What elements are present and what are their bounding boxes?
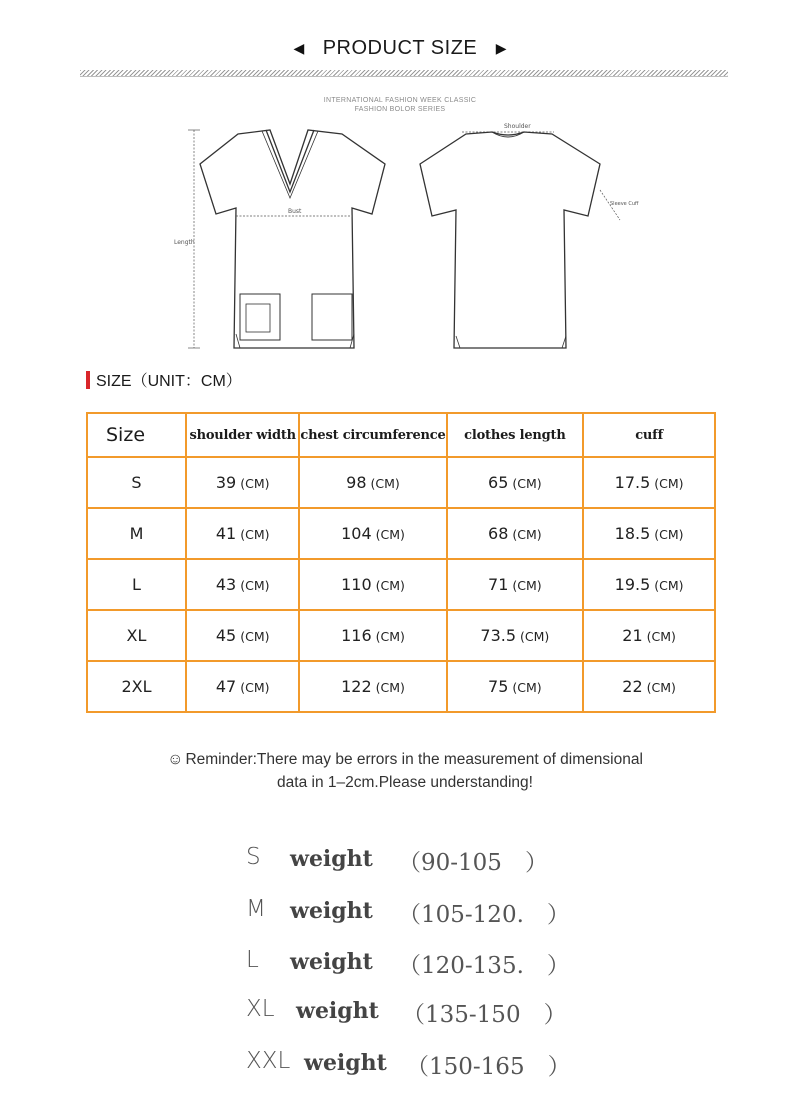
table-row: [87, 508, 715, 559]
measurement-cell: [186, 661, 299, 712]
table-row: [87, 559, 715, 610]
header-clothes-length: clothes length: [447, 413, 584, 457]
measurement-unit: (CM): [375, 680, 405, 695]
reminder-line-1: Reminder:There may be errors in the measurement of dimensional: [185, 751, 643, 768]
measurement-unit: (CM): [370, 476, 400, 491]
front-view: [200, 130, 385, 348]
measurement-cell: [583, 661, 715, 712]
measurement-unit: (CM): [240, 527, 270, 542]
smiley-icon: ☺: [167, 751, 184, 768]
measurement-cell: [186, 508, 299, 559]
measurement-cell: [299, 661, 446, 712]
measurement-cell: [186, 559, 299, 610]
measurement-value: 71: [488, 575, 509, 594]
header-divider: [80, 70, 728, 77]
weight-row: [246, 844, 566, 878]
header-chest-circumference: chest circumference: [299, 413, 446, 457]
arrow-left-icon: ◀: [293, 40, 305, 56]
size-cell: XL: [87, 610, 186, 661]
measurement-cell: [447, 457, 584, 508]
measurement-cell: [583, 457, 715, 508]
measurement-unit: (CM): [240, 476, 270, 491]
reminder-line-2: data in 1–2cm.Please understanding!: [277, 774, 533, 791]
size-cell: L: [87, 559, 186, 610]
size-cell: 2XL: [87, 661, 186, 712]
table-header-row: [87, 413, 715, 457]
weight-range: （150-165 ）: [406, 1054, 571, 1080]
measurement-cell: [447, 661, 584, 712]
weight-word: weight: [296, 998, 379, 1024]
measurement-cell: [299, 559, 446, 610]
measurement-value: 41: [215, 524, 237, 543]
measurement-unit: (CM): [375, 527, 405, 542]
length-label: Length: [174, 239, 195, 246]
measurement-value: 65: [488, 473, 509, 492]
measurement-unit: (CM): [375, 629, 405, 644]
measurement-value: 122: [341, 677, 372, 696]
measurement-value: 68: [488, 524, 509, 543]
size-section-heading: [86, 370, 242, 394]
table-row: [87, 610, 715, 661]
weight-range: （90-105 ）: [398, 850, 548, 876]
measurement-value: 18.5: [614, 524, 651, 543]
measurement-value: 45: [215, 626, 237, 645]
measurement-cell: [583, 508, 715, 559]
weight-word: weight: [290, 846, 373, 872]
measurement-value: 98: [346, 473, 367, 492]
sleeve-cuff-label: Sleeve Cuff: [610, 201, 639, 207]
weight-word: weight: [290, 898, 373, 924]
measurement-cell: [447, 559, 584, 610]
measurement-unit: (CM): [512, 476, 542, 491]
table-row: [87, 661, 715, 712]
header-size: Size: [87, 413, 186, 457]
measurement-value: 104: [341, 524, 372, 543]
measurement-value: 22: [622, 677, 643, 696]
garment-diagram-svg: [170, 112, 670, 368]
back-view: [420, 132, 600, 348]
weight-row: [246, 996, 566, 1030]
measurement-cell: [186, 610, 299, 661]
size-table: [86, 412, 716, 713]
size-section-title: SIZE（UNIT：CM）: [96, 373, 242, 390]
weight-word: weight: [290, 949, 373, 975]
measurement-cell: [583, 610, 715, 661]
measurement-value: 19.5: [614, 575, 651, 594]
measurement-value: 43: [215, 575, 237, 594]
brand-line-2: FASHION BOLOR SERIES: [354, 106, 446, 113]
measurement-cell: [447, 508, 584, 559]
weight-size: XXL: [246, 1048, 291, 1074]
header-cuff: cuff: [583, 413, 715, 457]
measurement-value: 17.5: [614, 473, 651, 492]
measurement-unit: (CM): [512, 578, 542, 593]
table-row: [87, 457, 715, 508]
measurement-unit: (CM): [654, 527, 684, 542]
weight-size: XL: [246, 996, 275, 1022]
page-header: [0, 30, 800, 66]
weight-word: weight: [304, 1050, 387, 1076]
weight-row: [246, 896, 570, 930]
header-shoulder-width: shoulder width: [186, 413, 299, 457]
measurement-cell: [299, 610, 446, 661]
size-cell: M: [87, 508, 186, 559]
accent-bar: [86, 371, 90, 389]
measurement-unit: (CM): [512, 680, 542, 695]
measurement-value: 75: [488, 677, 509, 696]
measurement-value: 21: [622, 626, 643, 645]
garment-diagram: [170, 112, 670, 368]
page-title: PRODUCT SIZE: [322, 37, 478, 59]
brand-line-1: INTERNATIONAL FASHION WEEK CLASSIC: [323, 97, 477, 104]
measurement-unit: (CM): [512, 527, 542, 542]
measurement-value: 110: [341, 575, 372, 594]
measurement-cell: [447, 610, 584, 661]
measurement-unit: (CM): [520, 629, 550, 644]
measurement-value: 116: [341, 626, 372, 645]
measurement-unit: (CM): [240, 680, 270, 695]
weight-size: M: [246, 896, 266, 922]
weight-range: （135-150 ）: [402, 1002, 567, 1028]
measurement-cell: [583, 559, 715, 610]
measurement-unit: (CM): [646, 680, 676, 695]
measurement-unit: (CM): [240, 578, 270, 593]
measurement-unit: (CM): [240, 629, 270, 644]
reminder-note: [100, 748, 710, 794]
measurement-cell: [186, 457, 299, 508]
arrow-right-icon: ▶: [495, 40, 507, 56]
weight-row: [246, 947, 570, 981]
size-cell: S: [87, 457, 186, 508]
weight-size: L: [246, 947, 259, 973]
weight-size: S: [246, 844, 261, 870]
weight-row: [246, 1048, 571, 1082]
measurement-value: 73.5: [480, 626, 517, 645]
weight-range: （105-120. ）: [398, 902, 570, 928]
shoulder-label: Shoulder: [504, 123, 531, 130]
bust-label: Bust: [288, 208, 302, 215]
measurement-unit: (CM): [646, 629, 676, 644]
measurement-value: 47: [215, 677, 237, 696]
measurement-unit: (CM): [654, 476, 684, 491]
measurement-unit: (CM): [654, 578, 684, 593]
measurement-unit: (CM): [375, 578, 405, 593]
weight-range: （120-135. ）: [398, 953, 570, 979]
measurement-cell: [299, 457, 446, 508]
measurement-value: 39: [215, 473, 237, 492]
measurement-cell: [299, 508, 446, 559]
